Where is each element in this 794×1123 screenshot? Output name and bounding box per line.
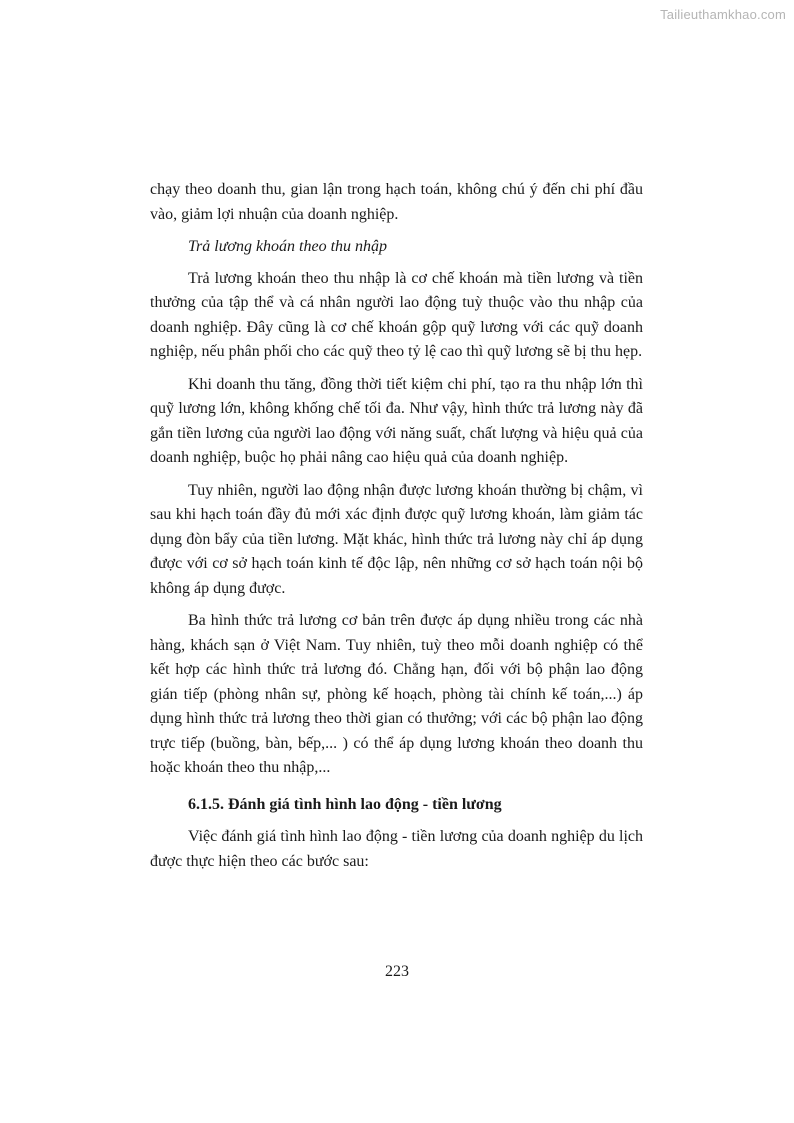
paragraph-continuation: chạy theo doanh thu, gian lận trong hạch toán, không chú ý đến chi phí đầu vào, giảm lợi nhuận của doanh nghiệp. [150, 181, 643, 223]
watermark: Tailieuthamkhao.com [660, 7, 786, 22]
paragraph-application: Ba hình thức trả lương cơ bản trên được áp dụng nhiều trong các nhà hàng, khách sạn ở Việt Nam. Tuy nhiên, tuỳ theo mỗi doanh nghiệp có thể kết hợp các hình thức trả lương đó. Chẳng hạn, đối với bộ phận lao động gián tiếp (phòng nhân sự, phòng kế hoạch, phòng tài chính kế toán,...) áp dụng hình thức trả lương theo thời gian có thưởng; với các bộ phận lao động trực tiếp (buồng, bàn, bếp,... ) có thể áp dụng lương khoán theo doanh thu hoặc khoán theo thu nhập,... [150, 612, 643, 776]
subheading-income-based-pay: Trả lương khoán theo thu nhập [188, 238, 388, 255]
page-number: 223 [385, 963, 409, 980]
page-body [150, 178, 643, 882]
paragraph-evaluation-intro: Việc đánh giá tình hình lao động - tiền lương của doanh nghiệp du lịch được thực hiện theo các bước sau: [150, 828, 643, 870]
section-heading: 6.1.5. Đánh giá tình hình lao động - tiền lương [188, 795, 502, 813]
paragraph-disadvantages: Tuy nhiên, người lao động nhận được lương khoán thường bị chậm, vì sau khi hạch toán đầy đủ mới xác định được quỹ lương khoán, làm giảm tác dụng đòn bẩy của tiền lương. Mặt khác, hình thức trả lương này chỉ áp dụng được với cơ sở hạch toán kinh tế độc lập, nên những cơ sở hạch toán nội bộ không áp dụng được. [150, 481, 643, 597]
paragraph-advantages: Khi doanh thu tăng, đồng thời tiết kiệm chi phí, tạo ra thu nhập lớn thì quỹ lương lớn, không khống chế tối đa. Như vậy, hình thức trả lương này đã gắn tiền lương của người lao động với năng suất, chất lượng và hiệu quả của doanh nghiệp, buộc họ phải nâng cao hiệu quả của doanh nghiệp. [150, 375, 643, 466]
paragraph-definition: Trả lương khoán theo thu nhập là cơ chế khoán mà tiền lương và tiền thưởng của tập thể và cá nhân người lao động tuỳ thuộc vào thu nhập của doanh nghiệp. Đây cũng là cơ chế khoán gộp quỹ lương với các quỹ doanh nghiệp, nếu phân phối cho các quỹ theo tỷ lệ cao thì quỹ lương sẽ bị thu hẹp. [150, 269, 643, 360]
